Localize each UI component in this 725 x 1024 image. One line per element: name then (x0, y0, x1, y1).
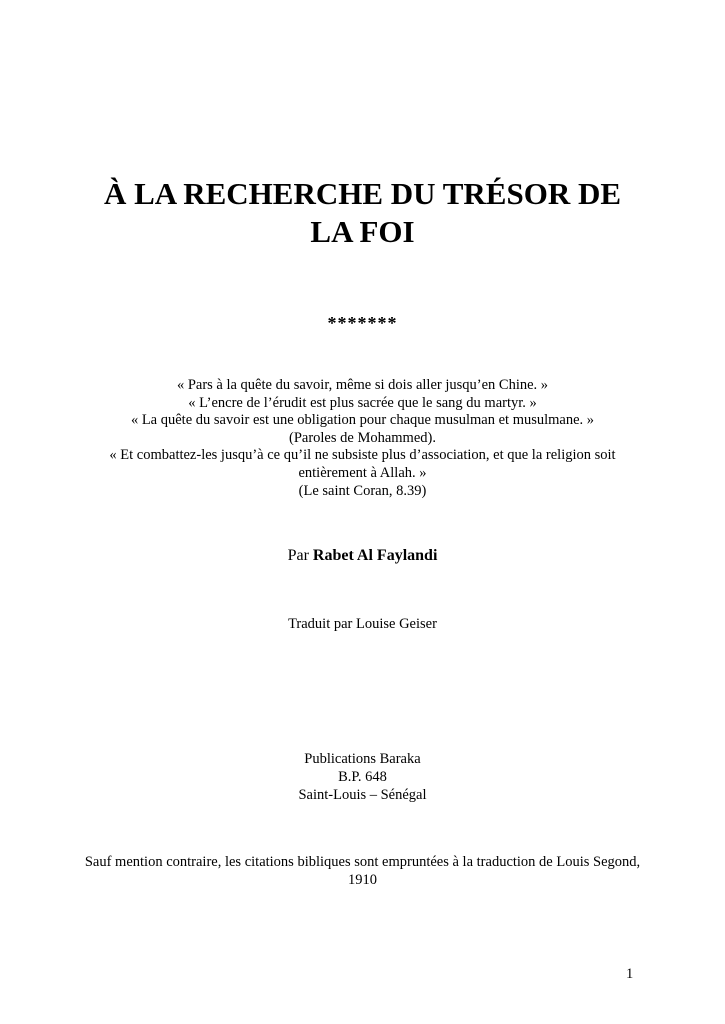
publisher-box: B.P. 648 (338, 769, 387, 785)
document-title: À LA RECHERCHE DU TRÉSOR DE LA FOI (103, 176, 622, 249)
quote-line: « L’encre de l’érudit est plus sacrée que le sang du martyr. » (188, 394, 537, 411)
quote-attribution: (Le saint Coran, 8.39) (298, 482, 427, 499)
translator-credit: Traduit par Louise Geiser (288, 616, 437, 632)
publisher-city: Saint-Louis – Sénégal (298, 787, 427, 803)
separator-stars: ******* (327, 313, 398, 333)
quote-line: « Pars à la quête du savoir, même si dois aller jusqu’en Chine. » (176, 377, 549, 393)
page-number: 1 (626, 966, 634, 982)
author-name: Rabet Al Faylandi (312, 547, 438, 564)
quote-line: « Et combattez-les jusqu’à ce qu’il ne subsiste plus d’association, et que la religion soit entièrement à Allah. » (109, 447, 616, 481)
publisher-name: Publications Baraka (304, 751, 421, 767)
bible-citation-note: Sauf mention contraire, les citations bibliques sont empruntées à la traduction de Louis Segond, 1910 (84, 854, 641, 888)
quote-attribution: (Paroles de Mohammed). (289, 429, 436, 446)
epigraph-quotes (80, 377, 645, 500)
author-prefix: Par (287, 547, 313, 564)
publisher-block (90, 750, 635, 804)
author-line (90, 547, 635, 565)
quote-line: « La quête du savoir est une obligation pour chaque musulman et musulmane. » (130, 412, 595, 429)
